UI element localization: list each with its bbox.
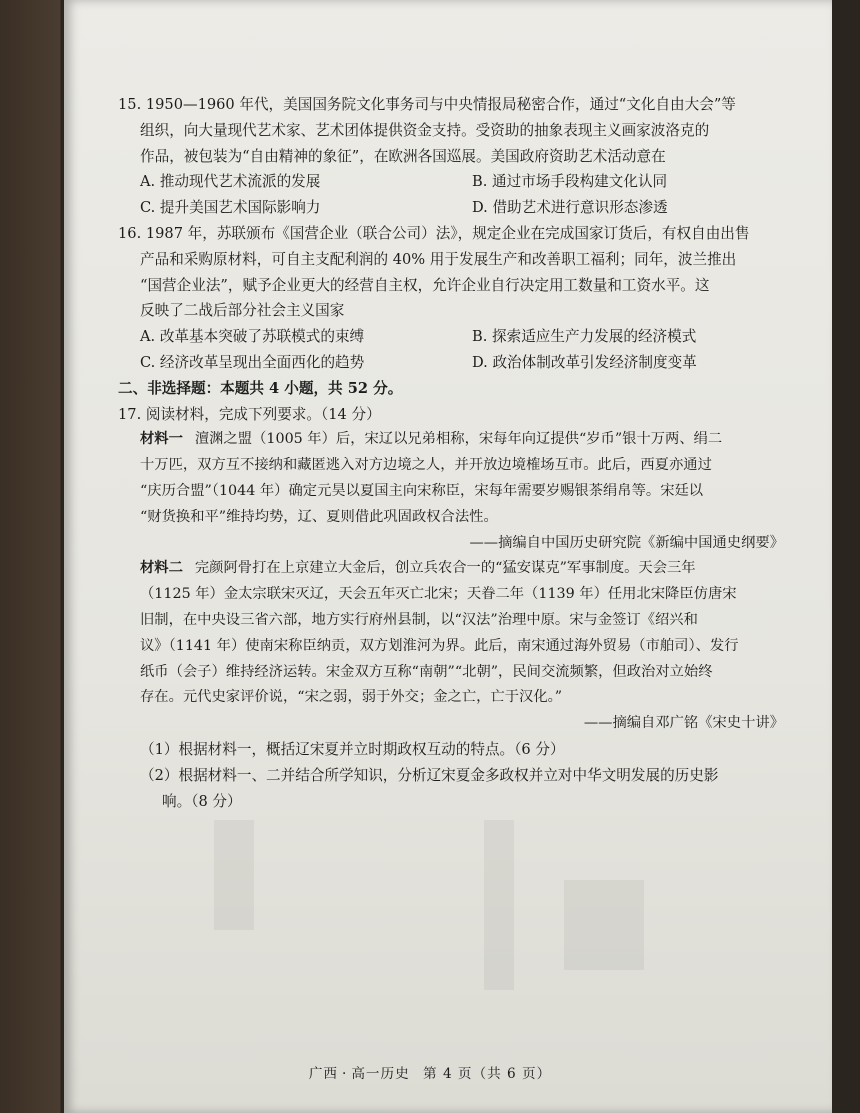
question-16-options <box>118 324 788 376</box>
section-heading: 二、非选择题：本题共 4 小题，共 52 分。 <box>118 379 403 397</box>
page-footer: 广西 · 高一历史 第 4 页（共 6 页） <box>308 1066 552 1082</box>
question-17-title: 17. 阅读材料，完成下列要求。（14 分） <box>118 405 381 423</box>
question-16 <box>118 221 788 376</box>
material-line: 议》（1141 年）使南宋称臣纳贡，双方划淮河为界。此后，南宋通过海外贸易（市舶司）、发行 <box>140 637 739 654</box>
material-one <box>118 427 788 556</box>
material-line: 材料一 澶渊之盟（1005 年）后，宋辽以兄弟相称，宋每年向辽提供“岁币”银十万两、绢二 <box>140 431 723 448</box>
material-two <box>118 556 788 737</box>
material-line: 材料二 完颜阿骨打在上京建立大金后，创立兵农合一的“猛安谋克”军事制度。天会三年 <box>140 560 696 577</box>
footer-page-number: 第 4 页（共 6 页） <box>423 1066 552 1082</box>
sub-question-1: （1）根据材料一，概括辽宋夏并立时期政权互动的特点。（6 分） <box>140 740 565 758</box>
material-label: 材料二 <box>140 560 183 577</box>
question-16-line: “国营企业法”，赋予企业更大的经营自主权，允许企业自行决定用工数量和工资水平。这 <box>140 276 710 294</box>
question-15 <box>118 92 788 221</box>
option-b: B. 探索适应生产力发展的经济模式 <box>472 328 697 346</box>
footer-region: 广西 <box>308 1066 338 1082</box>
material-line: “财货换和平”维持均势，辽、夏则借此巩固政权合法性。 <box>140 508 498 525</box>
option-a: A. 推动现代艺术流派的发展 <box>140 173 321 191</box>
sub-question-2: （2）根据材料一、二并结合所学知识，分析辽宋夏金多政权并立对中华文明发展的历史影 <box>140 766 719 784</box>
material-line: “庆历合盟”（1044 年）确定元昊以夏国主向宋称臣，宋每年需要岁赐银茶绢帛等。宋廷以 <box>140 482 704 499</box>
bleed-through-shadow <box>214 820 254 930</box>
material-line: 存在。元代史家评价说，“宋之弱，弱于外交；金之亡，亡于汉化。” <box>140 689 563 706</box>
question-15-line: 作品，被包装为“自由精神的象征”，在欧洲各国巡展。美国政府资助艺术活动意在 <box>140 147 666 165</box>
material-source: ——摘编自邓广铭《宋史十讲》 <box>583 715 784 732</box>
question-17 <box>118 402 788 815</box>
bleed-through-shadow <box>564 880 644 970</box>
exam-content <box>118 92 788 814</box>
question-15-options <box>118 169 788 221</box>
question-16-line: 产品和采购原材料，可自主支配利润的 40% 用于发展生产和改善职工福利；同年，波兰推出 <box>140 250 737 268</box>
question-16-line: 反映了二战后部分社会主义国家 <box>140 302 345 320</box>
question-15-line: 组织，向大量现代艺术家、艺术团体提供资金支持。受资助的抽象表现主义画家波洛克的 <box>140 121 710 139</box>
footer-subject: 高一历史 <box>351 1066 410 1082</box>
material-line: （1125 年）金太宗联宋灭辽，天会五年灭亡北宋；天眷二年（1139 年）任用北宋降臣仿唐宋 <box>140 586 737 603</box>
question-16-line: 16. 1987 年，苏联颁布《国营企业（联合公司）法》，规定企业在完成国家订货后，有权自由出售 <box>118 224 750 242</box>
option-c: C. 提升美国艺术国际影响力 <box>140 199 321 217</box>
sub-question-2-continued: 响。（8 分） <box>162 792 242 810</box>
material-line: 十万匹，双方互不接纳和藏匿逃入对方边境之人，并开放边境榷场互市。此后，西夏亦通过 <box>140 457 712 474</box>
material-label: 材料一 <box>140 431 183 448</box>
option-d: D. 政治体制改革引发经济制度变革 <box>472 353 697 371</box>
option-c: C. 经济改革呈现出全面西化的趋势 <box>140 353 365 371</box>
material-line: 旧制，在中央设三省六部，地方实行府州县制，以“汉法”治理中原。宋与金签订《绍兴和 <box>140 611 698 628</box>
material-line: 纸币（会子）维持经济运转。宋金双方互称“南朝”“北朝”，民间交流频繁，但政治对立始终 <box>140 663 713 680</box>
option-d: D. 借助艺术进行意识形态渗透 <box>472 199 668 217</box>
material-source: ——摘编自中国历史研究院《新编中国通史纲要》 <box>469 534 784 551</box>
question-15-line: 15. 1950—1960 年代，美国国务院文化事务司与中央情报局秘密合作，通过“文化自由大会”等 <box>118 96 736 113</box>
bleed-through-shadow <box>484 820 514 990</box>
option-b: B. 通过市场手段构建文化认同 <box>472 173 668 191</box>
option-a: A. 改革基本突破了苏联模式的束缚 <box>140 328 365 346</box>
